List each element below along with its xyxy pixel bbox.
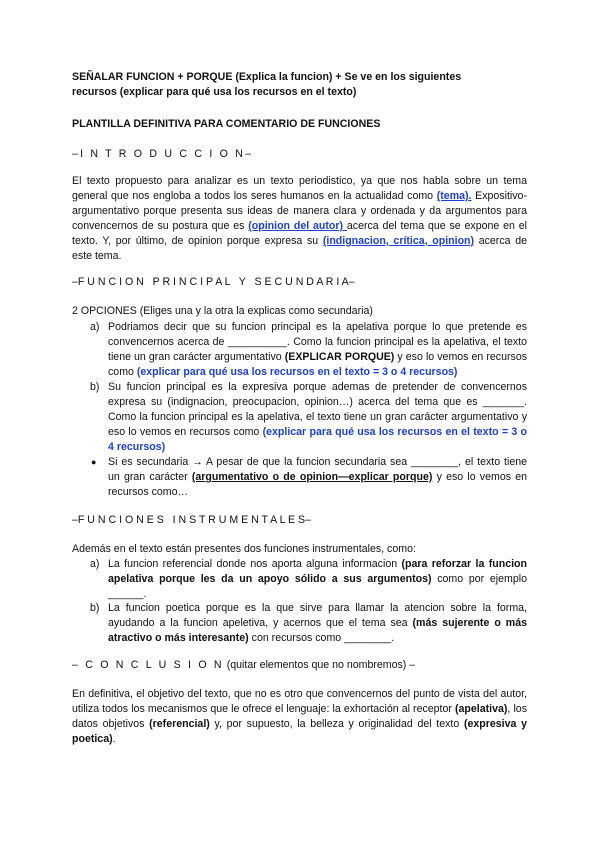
opciones-line: 2 OPCIONES (Eliges una y la otra la explicas como secundaria) (72, 305, 373, 317)
instr-a-text: La funcion referencial donde nos aporta alguna informacion (para reforzar la funcion apelativa porque les da un apoyo sólido a sus argumentos) como por ejemplo ______. (108, 558, 527, 600)
indignacion-link[interactable]: (indignacion, crítica, opinion) (322, 235, 475, 247)
conclusion-paragraph: En definitiva, el objetivo del texto, que no es otro que convencernos del punto de vista del autor, utiliza todos los mecanismos que le ofrece el lenguaje: la exhortación al receptor (apelativa), los datos objetivos (referencial) y, por supuesto, la belleza y originalidad del texto (expresiva y poetica). (72, 688, 527, 745)
opinion-autor-link[interactable]: (opinion del autor) (248, 220, 347, 232)
secundaria-text: Si es secundaria → A pesar de que la funcion secundaria sea ________, el texto tiene un gran carácter (argumentativo o de opinion—explicar porque) y eso lo vemos en recursos como… (108, 456, 527, 498)
option-a-text: Podriamos decir que su funcion principal es la apelativa porque lo que pretende es convencernos acerca de __________. Como la funcion principal es la apelativa, el texto tiene un gran carácter argumentativo (EXPLICAR PORQUE) y eso lo vemos en recursos como (explicar para qué usa los recursos en el texto = 3 o 4 recursos) (108, 321, 528, 378)
header-line-2: recursos (explicar para qué usa los recursos en el texto) (72, 86, 357, 98)
option-a-marker: a) (90, 321, 100, 333)
tema-link[interactable]: (tema). (436, 190, 472, 202)
instrumentales-heading: –F U N C I O N E S I N S T R U M E N T A L E S– (72, 514, 312, 526)
conclusion-heading: – C O N C L U S I O N (quitar elementos que no nombremos) – (72, 659, 416, 671)
plantilla-title: PLANTILLA DEFINITIVA PARA COMENTARIO DE FUNCIONES (72, 118, 381, 130)
instr-a-marker: a) (90, 558, 100, 570)
instrumentales-intro: Además en el texto están presentes dos funciones instrumentales, como: (72, 543, 416, 555)
bullet-icon: ● (91, 457, 97, 467)
funcion-heading: –F U N C I O N P R I N C I P A L Y S E C U N D A R I A– (72, 276, 355, 288)
header-instructions (72, 70, 527, 100)
intro-heading: –I N T R O D U C C I O N– (72, 148, 254, 160)
header-line-1: SEÑALAR FUNCION + PORQUE (Explica la funcion) + Se ve en los siguientes (72, 71, 462, 83)
instr-b-marker: b) (90, 602, 100, 614)
instr-b-text: La funcion poetica porque es la que sirve para llamar la atencion sobre la forma, ayudando a la funcion apeletiva, y acernos que el tema sea (más sujerente o más atractivo o más interesante) con recursos como ________. (108, 602, 527, 644)
option-b-text: Su funcion principal es la expresiva porque ademas de pretender de convencernos expresa su (indignacion, preocupacion, opinion…) acerca del tema que es _______. Como la funcion principal es la apelativa, el texto tiene un gran carácter argumentativo y eso lo vemos en recursos como (explicar para qué usa los recursos en el texto = 3 o 4 recursos) (108, 381, 527, 453)
option-b-marker: b) (90, 381, 100, 393)
intro-paragraph: El texto propuesto para analizar es un texto periodistico, ya que nos habla sobre un tema general que nos engloba a todos los seres humanos en la actualidad como (tema). Expositivo-argumentativo porque presenta sus ideas de manera clara y ordenada y da argumentos para convencernos de su postura que es (opinion del autor) acerca del tema que se expone en el texto. Y, por último, de opinion porque expresa su (indignacion, crítica, opinion) acerca de este tema. (72, 175, 528, 262)
